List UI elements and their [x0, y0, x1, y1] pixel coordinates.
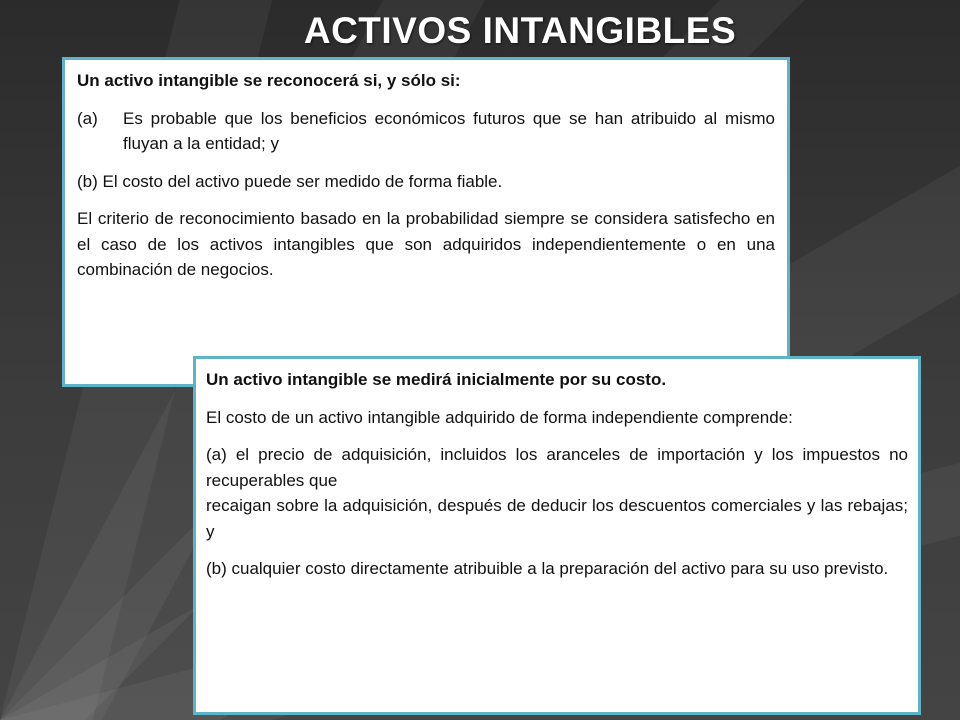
measurement-heading: Un activo intangible se medirá inicialmente por su costo.	[206, 370, 667, 389]
recognition-heading: Un activo intangible se reconocerá si, y sólo si:	[77, 71, 461, 90]
recognition-paragraph: El criterio de reconocimiento basado en la probabilidad siempre se considera satisfecho en el caso de los activos intangibles que son adquiridos independientemente o en una combinación de negocios.	[77, 209, 775, 279]
item-a-text: Es probable que los beneficios económicos futuros que se han atribuido al mismo fluyan a la entidad; y	[123, 108, 775, 153]
measurement-item-b: (b) cualquier costo directamente atribuible a la preparación del activo para su uso previsto.	[206, 559, 889, 578]
slide-title: ACTIVOS INTANGIBLES	[303, 10, 737, 51]
recognition-item-a	[77, 106, 775, 157]
recognition-textbox	[62, 57, 790, 387]
measurement-textbox	[193, 356, 921, 715]
measurement-item-a-line1: (a) el precio de adquisición, incluidos los aranceles de importación y los impuestos no recuperables que	[206, 445, 908, 490]
measurement-item-a-line2: recaigan sobre la adquisición, después de deducir los descuentos comerciales y las rebajas; y	[206, 496, 908, 541]
item-a-label: (a)	[77, 108, 98, 128]
measurement-intro: El costo de un activo intangible adquirido de forma independiente comprende:	[206, 407, 793, 427]
recognition-item-b: (b) El costo del activo puede ser medido de forma fiable.	[77, 171, 503, 191]
